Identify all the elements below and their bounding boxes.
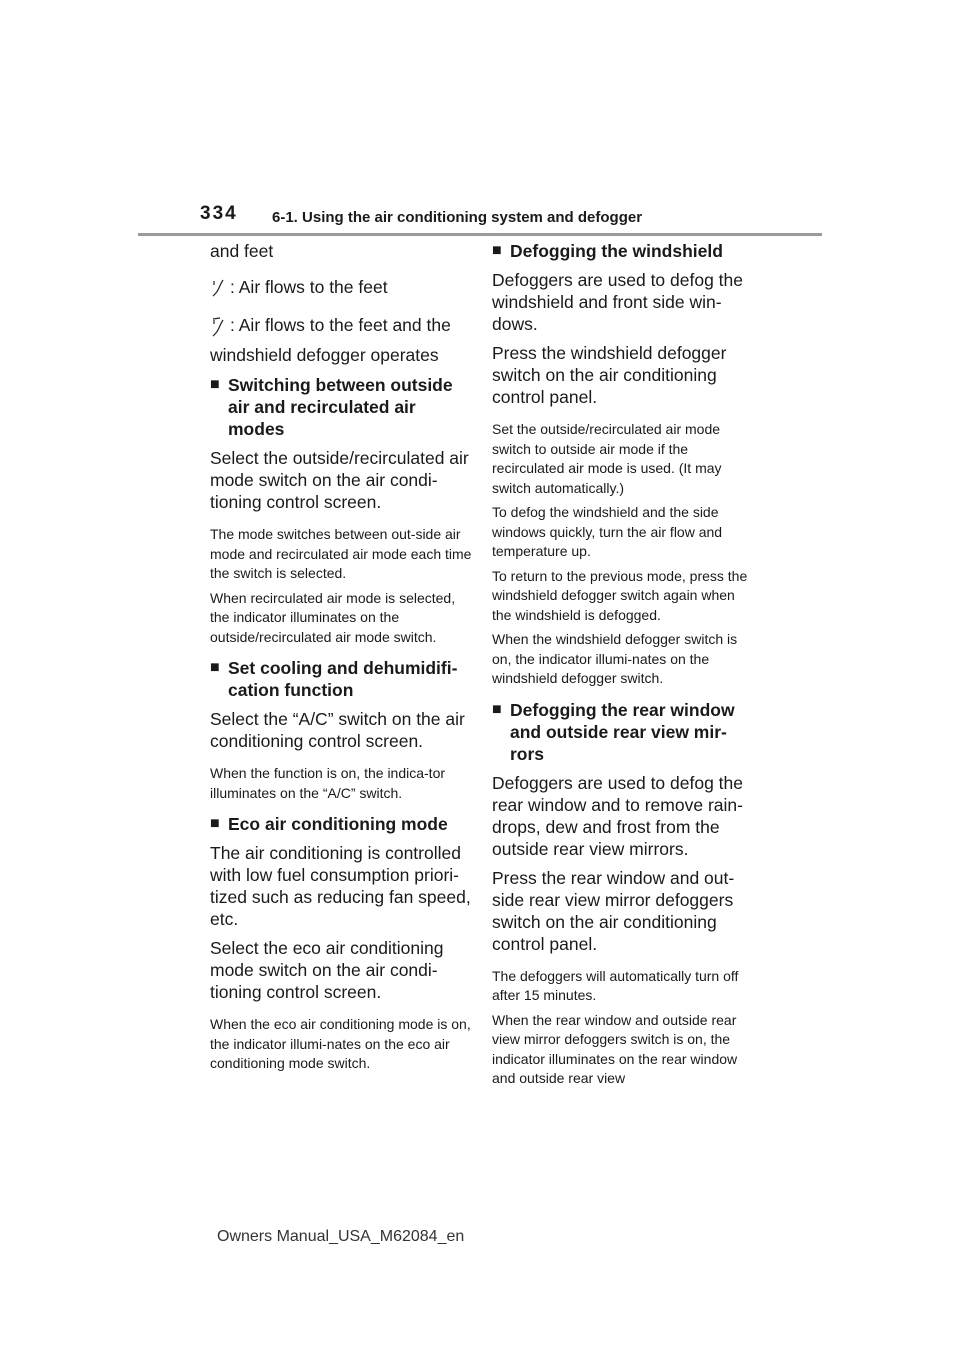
eco-body-2: Select the eco air conditioning mode switch on the air condi-tioning control screen. xyxy=(210,938,444,1002)
right-column xyxy=(492,240,754,1094)
switching-note-2: When recirculated air mode is selected, the indicator illuminates on the outside/recirculated air mode switch. xyxy=(210,589,456,645)
windshield-heading-text: Defogging the windshield xyxy=(510,241,723,261)
windshield-note-4: When the windshield defogger switch is on, the indicator illumi-nates on the windshield defogger switch. xyxy=(492,631,738,686)
eco-note: When the eco air conditioning mode is on, the indicator illumi-nates on the eco air conditioning mode switch. xyxy=(210,1016,471,1071)
windshield-heading xyxy=(492,240,754,262)
bullet-icon: ■ xyxy=(210,376,220,393)
and-feet-text: and feet xyxy=(210,241,274,261)
rear-heading xyxy=(492,699,754,765)
switching-note-1: The mode switches between out-side air mode and recirculated air mode each time the switch is selected. xyxy=(210,526,472,581)
eco-heading xyxy=(210,813,472,835)
switching-heading-text: Switching between outside air and recirculated air modes xyxy=(228,375,453,439)
rear-note-1: The defoggers will automatically turn off after 15 minutes. xyxy=(492,967,739,1003)
windshield-note-2: To defog the windshield and the side windows quickly, turn the air flow and temperature up. xyxy=(492,504,723,559)
rear-body-1: Defoggers are used to defog the rear window and to remove rain-drops, dew and frost from the outside rear view mirrors. xyxy=(492,772,744,859)
air-flow-feet-icon xyxy=(210,278,228,298)
cooling-body: Select the “A/C” switch on the air conditioning control screen. xyxy=(210,709,465,751)
switching-body: Select the outside/recirculated air mode switch on the air condi-tioning control screen. xyxy=(210,448,469,512)
section-title: 6-1. Using the air conditioning system and defogger xyxy=(272,209,643,226)
air-flow-feet-windshield-icon xyxy=(210,316,228,338)
cooling-note: When the function is on, the indica-tor illuminates on the “A/C” switch. xyxy=(210,765,446,801)
cooling-heading-text: Set cooling and dehumidifi-cation function xyxy=(228,658,458,700)
bullet-icon: ■ xyxy=(210,659,220,676)
footer-document-id: Owners Manual_USA_M62084_en xyxy=(217,1228,465,1245)
rear-heading-text: Defogging the rear window and outside rear view mir-rors xyxy=(510,699,735,764)
header-rule xyxy=(138,233,822,236)
windshield-body-1: Defoggers are used to defog the windshield and front side win-dows. xyxy=(492,270,744,334)
page-number: 334 xyxy=(200,203,238,224)
feet-flow-text: : Air flows to the feet xyxy=(230,277,388,297)
windshield-body-2: Press the windshield defogger switch on the air conditioning control panel. xyxy=(492,343,727,407)
cooling-heading xyxy=(210,657,472,701)
rear-body-2: Press the rear window and out-side rear view mirror defoggers switch on the air conditioning control panel. xyxy=(492,867,735,954)
windshield-defogger-operates-text: windshield defogger operates xyxy=(210,345,439,365)
windshield-note-1: Set the outside/recirculated air mode switch to outside air mode if the recirculated air mode is used. (It may switch automatically.) xyxy=(492,421,722,496)
switching-heading xyxy=(210,374,472,440)
bullet-icon: ■ xyxy=(492,700,502,718)
left-column xyxy=(210,240,472,1079)
feet-windshield-flow-text: : Air flows to the feet and the xyxy=(230,315,451,335)
eco-heading-text: Eco air conditioning mode xyxy=(228,814,448,834)
feet-flow-line xyxy=(210,276,472,298)
bullet-icon: ■ xyxy=(492,242,502,259)
rear-note-2: When the rear window and outside rear view mirror defoggers switch is on, the indicator illuminates on the rear window and outside rear view xyxy=(492,1011,738,1086)
bullet-icon: ■ xyxy=(210,815,220,832)
eco-body-1: The air conditioning is controlled with low fuel consumption priori-tized such as reducing fan speed, etc. xyxy=(210,843,471,929)
windshield-note-3: To return to the previous mode, press the windshield defogger switch again when the windshield is defogged. xyxy=(492,567,748,623)
feet-windshield-flow-line xyxy=(210,314,472,338)
